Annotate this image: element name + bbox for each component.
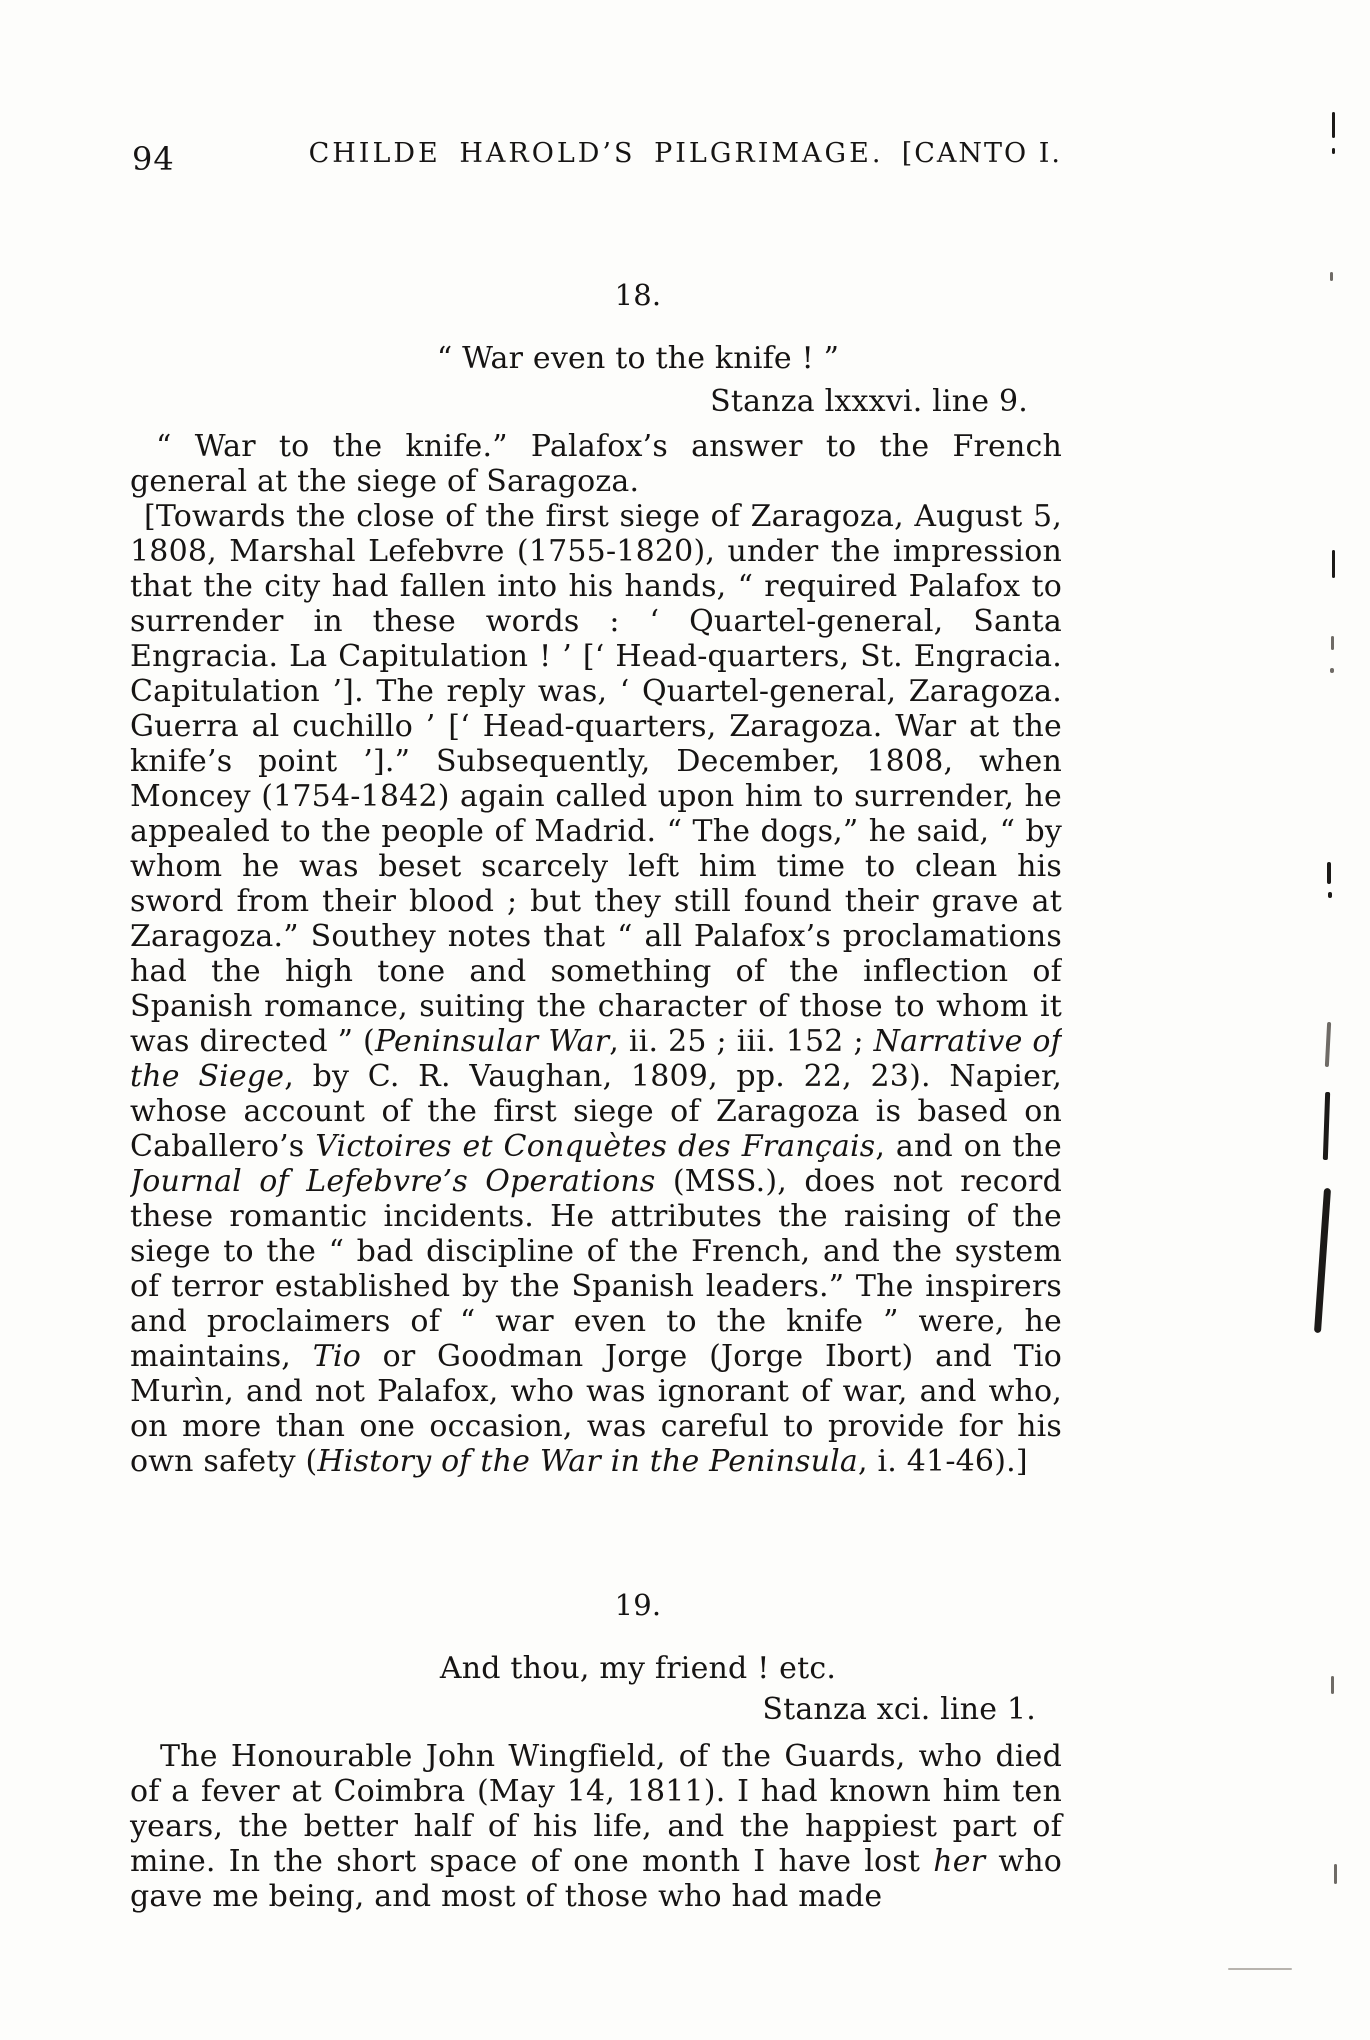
scan-artifact [1334,1864,1337,1884]
section-19 [130,1588,1062,1914]
page-number: 94 [132,140,175,178]
section-number: 19. [614,1588,662,1622]
scan-artifact [1331,636,1334,650]
section-18 [130,278,1062,1588]
section-number: 18. [614,278,662,312]
epigraph: And thou, my friend ! etc. [439,1651,837,1686]
paragraph: The Honourable John Wingfield, of the Guards, who died of a fever at Coimbra (May 14, 1811). I had known him ten years, the better half of his life, and the happiest part of mine. In the short space of one month I have lost her who gave me being, and most of those who had made [130,1739,1062,1914]
scan-artifact [1332,550,1335,578]
running-title: CHILDE HAROLD’S PILGRIMAGE. [308,138,884,169]
scan-artifact [1327,862,1331,884]
scan-artifact [1332,112,1335,138]
scan-artifact [1330,668,1334,673]
epigraph: “ War even to the knife ! ” [436,341,840,376]
paragraph: “ War to the knife.” Palafox’s answer to the French general at the siege of Saragoza. [130,429,1062,499]
stanza-attribution: Stanza lxxxvi. line 9. [710,384,1028,419]
scan-artifact [1328,892,1332,898]
scan-artifact [1331,1676,1334,1694]
page-header [130,136,1062,176]
text-block [130,278,1062,1914]
scan-artifact [1228,1968,1292,1970]
scan-artifact [1323,1092,1330,1160]
stanza-attribution: Stanza xci. line 1. [762,1692,1036,1727]
scan-artifact [1330,272,1333,281]
canto-label: [CANTO I. [901,138,1062,169]
scan-artifact [1332,148,1335,154]
paragraph: [Towards the close of the first siege of Zaragoza, August 5, 1808, Marshal Lefebvre (1755-1820), under the impression that the city had fallen into his hands, “ required Palafox to surrender in these words : ‘ Quartel-general, Santa Engracia. La Capitulation ! ’ [‘ Head-quarters, St. Engracia. Capitulation ’]. The reply was, ‘ Quartel-general, Zaragoza. Guerra al cuchillo ’ [‘ Head-quarters, Zaragoza. War at the knife’s point ’].” Subsequently, December, 1808, when Moncey (1754-1842) again called upon him to surrender, he appealed to the people of Madrid. “ The dogs,” he said, “ by whom he was beset scarcely left him time to clean his sword from their blood ; but they still found their grave at Zaragoza.” Southey notes that “ all Palafox’s proclamations had the high tone and something of the inflection of Spanish romance, suiting the character of those to whom it was directed ” (Peninsular War, ii. 25 ; iii. 152 ; Narrative of the Siege, by C. R. Vaughan, 1809, pp. 22, 23). Napier, whose account of the first siege of Zaragoza is based on Caballero’s Victoires et Conquètes des Français, and on the Journal of Lefebvre’s Operations (MSS.), does not record these romantic incidents. He attributes the raising of the siege to the “ bad discipline of the French, and the system of terror established by the Spanish leaders.” The inspirers and proclaimers of “ war even to the knife ” were, he maintains, Tio or Goodman Jorge (Jorge Ibort) and Tio Murìn, and not Palafox, who was ignorant of war, and who, on more than one occasion, was careful to provide for his own safety (History of the War in the Peninsula, i. 41-46).] [130,499,1062,1479]
scan-artifact [1314,1188,1331,1333]
scan-artifact [1325,1022,1331,1067]
